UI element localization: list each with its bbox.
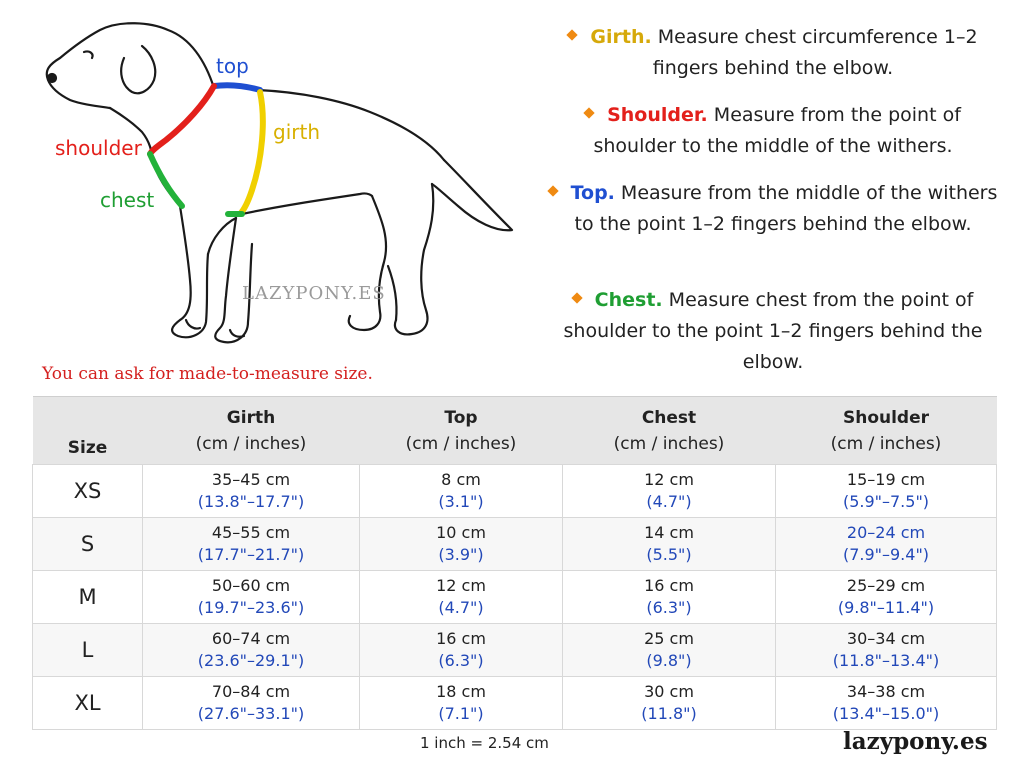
size-cell: M xyxy=(33,571,143,624)
girth-cell xyxy=(143,677,360,730)
girth-measure-line xyxy=(240,92,263,214)
label-shoulder: shoulder xyxy=(55,136,142,160)
shoulder-cell xyxy=(776,571,997,624)
table-row xyxy=(33,465,997,518)
value-cm: 30–34 cm xyxy=(846,629,926,648)
label-chest: chest xyxy=(100,188,155,212)
shoulder-cell xyxy=(776,624,997,677)
shoulder-cell xyxy=(776,465,997,518)
value-cm: 14 cm xyxy=(644,523,694,542)
header-unit: (cm / inches) xyxy=(405,433,517,454)
diamond-bullet-icon xyxy=(547,185,558,196)
header-chest xyxy=(563,397,776,465)
made-to-measure-note: You can ask for made-to-measure size. xyxy=(42,364,373,384)
diamond-bullet-icon xyxy=(571,292,582,303)
diamond-bullet-icon xyxy=(583,107,594,118)
instruction-keyword: Girth. xyxy=(590,26,652,48)
shoulder-cell xyxy=(776,677,997,730)
header-girth xyxy=(143,397,360,465)
value-cm: 50–60 cm xyxy=(211,576,291,595)
size-cell: XL xyxy=(33,677,143,730)
label-top: top xyxy=(216,54,249,78)
value-inches: (6.3") xyxy=(646,598,692,617)
diamond-bullet-icon xyxy=(567,29,578,40)
instruction-text: Measure from the point of shoulder to the middle of the withers. xyxy=(593,104,961,157)
conversion-footnote: 1 inch = 2.54 cm xyxy=(420,734,549,752)
girth-cell xyxy=(143,465,360,518)
instruction-shoulder xyxy=(548,100,998,162)
value-cm: 70–84 cm xyxy=(211,682,291,701)
value-cm: 35–45 cm xyxy=(211,470,291,489)
value-cm: 16 cm xyxy=(644,576,694,595)
value-cm: 45–55 cm xyxy=(211,523,291,542)
value-cm: 16 cm xyxy=(436,629,486,648)
value-inches: (9.8"–11.4") xyxy=(837,598,935,617)
instruction-keyword: Shoulder. xyxy=(607,104,708,126)
header-unit: (cm / inches) xyxy=(613,433,725,454)
top-cell xyxy=(360,465,563,518)
value-inches: (13.8"–17.7") xyxy=(197,492,305,511)
value-inches: (11.8"–13.4") xyxy=(832,651,940,670)
girth-cell xyxy=(143,518,360,571)
value-inches: (13.4"–15.0") xyxy=(832,704,940,723)
value-inches: (3.1") xyxy=(438,492,484,511)
label-girth: girth xyxy=(273,120,320,144)
chest-cell xyxy=(563,518,776,571)
value-cm: 20–24 cm xyxy=(846,523,926,542)
value-inches: (7.9"–9.4") xyxy=(842,545,930,564)
header-unit: (cm / inches) xyxy=(830,433,942,454)
value-inches: (7.1") xyxy=(438,704,484,723)
table-row xyxy=(33,677,997,730)
header-shoulder xyxy=(776,397,997,465)
value-inches: (5.5") xyxy=(646,545,692,564)
instruction-keyword: Chest. xyxy=(594,289,663,311)
instruction-girth xyxy=(548,22,998,84)
value-cm: 60–74 cm xyxy=(211,629,291,648)
table-header-row xyxy=(33,397,997,465)
size-cell: S xyxy=(33,518,143,571)
top-cell xyxy=(360,624,563,677)
header-top xyxy=(360,397,563,465)
instruction-keyword: Top. xyxy=(570,182,615,204)
value-cm: 8 cm xyxy=(441,470,481,489)
girth-cell xyxy=(143,624,360,677)
size-table xyxy=(32,396,997,730)
top-cell xyxy=(360,571,563,624)
value-inches: (4.7") xyxy=(646,492,692,511)
instruction-text: Measure from the middle of the withers to the point 1–2 fingers behind the elbow. xyxy=(574,182,998,235)
table-row xyxy=(33,571,997,624)
value-inches: (4.7") xyxy=(438,598,484,617)
instruction-text: Measure chest circumference 1–2 fingers behind the elbow. xyxy=(651,26,978,79)
header-title: Top xyxy=(444,407,478,428)
brand-logo-text: lazypony.es xyxy=(843,728,988,755)
shoulder-measure-line xyxy=(150,86,214,154)
value-cm: 15–19 cm xyxy=(846,470,926,489)
top-measure-line xyxy=(214,85,260,90)
value-inches: (17.7"–21.7") xyxy=(197,545,305,564)
value-cm: 34–38 cm xyxy=(846,682,926,701)
top-cell xyxy=(360,677,563,730)
value-cm: 30 cm xyxy=(644,682,694,701)
value-inches: (23.6"–29.1") xyxy=(197,651,305,670)
table-row xyxy=(33,624,997,677)
value-inches: (11.8") xyxy=(641,704,697,723)
dog-measurement-illustration xyxy=(0,0,530,360)
value-inches: (19.7"–23.6") xyxy=(197,598,305,617)
instruction-top xyxy=(548,178,998,240)
girth-cell xyxy=(143,571,360,624)
instruction-chest xyxy=(548,285,998,378)
value-cm: 12 cm xyxy=(436,576,486,595)
size-cell: XS xyxy=(33,465,143,518)
value-inches: (9.8") xyxy=(646,651,692,670)
shoulder-cell xyxy=(776,518,997,571)
header-title: Girth xyxy=(226,407,276,428)
instruction-text: Measure chest from the point of shoulder to the point 1–2 fingers behind the elbow. xyxy=(563,289,983,373)
chest-cell xyxy=(563,624,776,677)
value-cm: 25–29 cm xyxy=(846,576,926,595)
table-row xyxy=(33,518,997,571)
chest-measure-line xyxy=(150,154,182,206)
value-inches: (5.9"–7.5") xyxy=(842,492,930,511)
value-cm: 12 cm xyxy=(644,470,694,489)
size-cell: L xyxy=(33,624,143,677)
value-cm: 18 cm xyxy=(436,682,486,701)
watermark: LAZYPONY.ES xyxy=(242,283,386,304)
chest-cell xyxy=(563,677,776,730)
top-cell xyxy=(360,518,563,571)
header-title: Chest xyxy=(641,407,697,428)
value-cm: 10 cm xyxy=(436,523,486,542)
header-title: Shoulder xyxy=(842,407,930,428)
header-size: Size xyxy=(33,397,143,465)
chest-cell xyxy=(563,465,776,518)
value-inches: (3.9") xyxy=(438,545,484,564)
chest-cell xyxy=(563,571,776,624)
value-inches: (6.3") xyxy=(438,651,484,670)
header-unit: (cm / inches) xyxy=(195,433,307,454)
value-cm: 25 cm xyxy=(644,629,694,648)
value-inches: (27.6"–33.1") xyxy=(197,704,305,723)
